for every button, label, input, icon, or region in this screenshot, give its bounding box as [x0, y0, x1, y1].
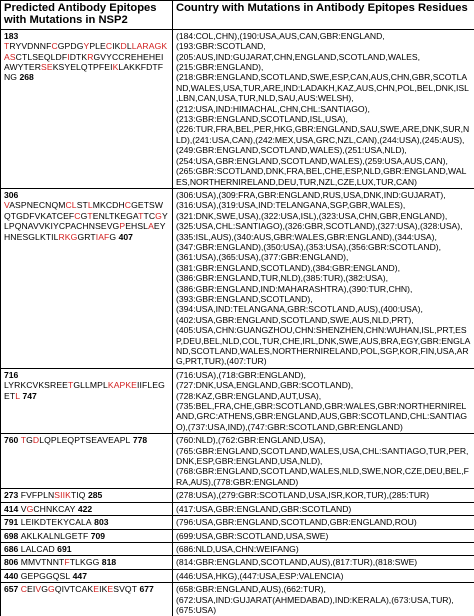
sequence-segment: IIFLEGET: [4, 380, 165, 400]
mutated-residue: C: [74, 211, 80, 221]
epitope-sequence: [21, 490, 86, 500]
sequence-segment: ASPNECNQM: [9, 200, 65, 210]
epitope-start-position: 440: [4, 571, 18, 581]
mutated-residue: T: [138, 211, 143, 221]
countries-cell: (306:USA),(309:FRA,GBR:ENGLAND,RUS,USA,DNK,IND:GUJARAT),(316:USA),(319:USA,IND:TELANGANA,SGP,GBR,WALES),(321:DNK,SWE,USA),(322:USA,ISL),(323:USA,CHN,GBR,ENGLAND),(325:USA,CHL:SANTIAGO),(326:GBR,SCOTLAND),(327:USA),(328:USA),(335:ISL,AUS),(340:AUS,GBR:WALES,GBR:ENGLAND),(344:USA),(347:GBR:ENGLAND),(350:USA),(353:USA),(356:GBR:SCOTLAND),(361:USA),(365:USA),(377:GBR:ENGLAND),(381:GBR:ENGLAND,SCOTLAND),(384:GBR:ENGLAND),(386:GBR:ENGLAND,TUR,NLD),(385:TUR),(382:USA),(386:GBR:ENGLAND,IND:MAHARASHTRA),(390:TUR,CHN),(393:GBR:ENGLAND,SCOTLAND),(394:USA,IND:TELANGANA,GBR:SCOTLAND,AUS),(400:USA),(402:USA,GBR:ENGLAND,SCOTLAND,SWE,AUS,NLD,PRT),(405:USA,CHN:GUANGZHOU,CHN:SHENZHEN,CHN:WUHAN,ISL,PRT,ESP,DEU,BEL,NLD,COL,TUR,CHE,IRL,DNK,SWE,AUS,BRA,EGY,GBR:ENGLAND,SCOTLAND,WALES,NORTHERNIRELAND,POL,SGP,KOR,FIN,USA,ARG,PRT,TUR),(407:TUR): [173, 188, 474, 368]
sequence-segment: G: [109, 232, 116, 242]
epitope-sequence: [21, 517, 92, 527]
epitope-cell: [1, 434, 173, 489]
epitope-start-position: 273: [4, 490, 18, 500]
sequence-segment: AKLKALNLGETF: [21, 531, 89, 541]
countries-cell: (446:USA,HKG),(447:USA,ESP:VALENCIA): [173, 569, 474, 582]
mutated-residue: D: [121, 41, 127, 51]
mutated-residue: L: [15, 391, 20, 401]
mutated-residue: SIIK: [54, 490, 71, 500]
sequence-segment: YCPACHNSEVG: [53, 221, 119, 231]
countries-cell: (417:USA,GBR:ENGLAND,GBR:SCOTLAND): [173, 502, 474, 515]
sequence-segment: LQPLEQPTSEAVEAPL: [39, 435, 130, 445]
sequence-segment: LAKKFDTFNG: [4, 62, 163, 82]
sequence-segment: PLE: [89, 41, 106, 51]
countries-cell: (658:GBR:ENGLAND,AUS),(662:TUR),(672:USA,IND:GUJARAT(AHMEDABAD),IND:KERALA),(673:USA,TUR),(675:USA): [173, 583, 474, 616]
sequence-segment: LYRKCVKSREE: [4, 380, 68, 390]
sequence-segment: L: [127, 41, 132, 51]
sequence-segment: TIQ: [71, 490, 86, 500]
epitope-end-position: 747: [22, 391, 36, 401]
mutated-residue: C: [21, 584, 27, 594]
mutated-residue: A: [148, 221, 154, 231]
epitope-end-position: 447: [73, 571, 87, 581]
table-row: [1, 569, 474, 582]
countries-cell: (760:NLD),(762:GBR:ENGLAND,USA),(765:GBR:ENGLAND,SCOTLAND,WALES,USA,CHL:SANTIAGO,TUR,PER,DNK,ESP,GBR:ENGLAND,USA,NLD),(768:GBR:ENGLAND,SCOTLAND,WALES,NLD,SWE,NOR,CZE,DEU,BEL,FRA,AUS),(778:GBR:ENGLAND): [173, 434, 474, 489]
mutated-residue: IAF: [96, 232, 110, 242]
mutated-residue: E: [93, 584, 99, 594]
table-row: [1, 516, 474, 529]
sequence-segment: GEPGGQSL: [21, 571, 71, 581]
epitope-sequence: [4, 200, 168, 241]
sequence-segment: RYVDNNF: [9, 41, 51, 51]
sequence-segment: GVYCCREHEHEIAWYTER: [4, 52, 163, 72]
epitope-sequence: [21, 435, 131, 445]
epitope-sequence: [21, 544, 55, 554]
table-row: [1, 489, 474, 502]
mutated-residue: R: [87, 52, 93, 62]
countries-cell: (716:USA),(718:GBR:ENGLAND),(727:DNK,USA,ENGLAND,GBR:SCOTLAND),(728:KAZ,GBR:ENGLAND,AUT,USA),(735:BEL,FRA,CHE,GBR:SCOTLAND,GBR:WALES,GBR:NORTHERNIRELAND,GRC:ATHENS,GBR:ENGLAND,AUS,GBR:SCOTLAND,CHL:SANTIAGO),(737:USA,IND),(747:GBR:SCOTLAND,GBR:ENGLAND): [173, 368, 474, 433]
table-row: [1, 529, 474, 542]
mutated-residue: T: [21, 435, 26, 445]
sequence-segment: YLPQNAVVKI: [4, 211, 168, 231]
epitope-sequence: [21, 571, 71, 581]
mutated-residue: K: [113, 62, 119, 72]
countries-cell: (184:COL,CHN),(190:USA,AUS,CAN,GBR:ENGLAND,(193:GBR:SCOTLAND,(205:AUS,IND:GUJARAT,CHN,ENGLAND,SCOTLAND,WALES,(215:GBR:ENGLAND),(218:GBR:ENGLAND,SCOTLAND,SWE,ESP,CAN,AUS,CHN,GBR,SCOTLAND,WALES,USA,TUR,ARE,IND:LADAKH,KAZ,AUS,CHN,POL,BEL,DNK,ISL,LBN,CAN,USA,TUR,NLD,SAU,AUS:WELSH),(212:USA,IND:HIMACHAL,CHN,CHL:SANTIAGO),(213:GBR:ENGLAND,SCOTLAND,ISL,USA),(226:TUR,FRA,BEL,PER,HKG,GBR:ENGLAND,SAU,SWE,ARE,DNK,SUR,NLD),(241:USA,CAN),(242:MEX,USA,GRC,NZL,CAN),(244:USA),(245:AUS),(249:GBR:ENGLAND,SCOTLAND,WALES),(251:USA,NLD),(254:USA,GBR:ENGLAND,SCOTLAND,WALES),(259:USA,AUS,CAN),(265:GBR:SCOTLAND,DNK,FRA,BEL,CHE,ESP,NLD,GBR:ENGLAND,WALES,NORTHERNIRELAND,DEU,TUR,NZL,CZE,LUX,TUR,CAN): [173, 29, 474, 188]
epitope-sequence: [21, 584, 137, 594]
mutated-residue: C: [125, 200, 131, 210]
epitope-start-position: 686: [4, 544, 18, 554]
mutated-residue: KAPKE: [108, 380, 137, 390]
table-row: [1, 188, 474, 368]
epitope-start-position: 806: [4, 557, 18, 567]
sequence-segment: G: [26, 435, 33, 445]
sequence-segment: GPDG: [58, 41, 84, 51]
sequence-segment: KSYELQTPFEI: [53, 62, 113, 72]
mutated-residue: P: [119, 221, 125, 231]
countries-cell: (796:USA,GBR:ENGLAND,SCOTLAND,GBR:ENGLAND,ROU): [173, 516, 474, 529]
epitope-end-position: 285: [88, 490, 102, 500]
mutated-residue: C: [51, 41, 57, 51]
epitope-cell: [1, 516, 173, 529]
sequence-segment: LSEQLDF: [27, 52, 67, 62]
sequence-segment: IK: [99, 584, 107, 594]
sequence-segment: IK: [112, 41, 120, 51]
epitope-cell: [1, 29, 173, 188]
header-countries: Country with Mutations in Antibody Epitopes Residues: [173, 1, 474, 30]
sequence-segment: DTK: [70, 52, 88, 62]
sequence-segment: LEIKDTEKYCALA: [21, 517, 92, 527]
mutated-residue: E: [107, 584, 113, 594]
epitope-start-position: 698: [4, 531, 18, 541]
epitope-start-position: 716: [4, 370, 18, 380]
countries-cell: (814:GBR:ENGLAND,SCOTLAND,AUS),(817:TUR),(818:SWE): [173, 556, 474, 569]
mutated-residue: T: [4, 41, 9, 51]
countries-cell: (278:USA),(279:GBR:SCOTLAND,USA,ISR,KOR,TUR),(285:TUR): [173, 489, 474, 502]
mutated-residue: T: [68, 380, 73, 390]
sequence-segment: V: [21, 504, 27, 514]
mutated-residue: D: [33, 435, 39, 445]
epitope-end-position: 818: [102, 557, 116, 567]
epitope-cell: [1, 502, 173, 515]
epitope-cell: [1, 556, 173, 569]
epitope-cell: [1, 583, 173, 616]
countries-cell: (686:NLD,USA,CHN:WEIFANG): [173, 542, 474, 555]
table-row: [1, 542, 474, 555]
mutated-residue: CL: [66, 200, 77, 210]
mutated-residue: LARAGKAS: [4, 41, 167, 61]
sequence-segment: FVKATCEF: [29, 211, 74, 221]
sequence-segment: GLLMPL: [73, 380, 108, 390]
mutated-residue: I: [67, 52, 70, 62]
sequence-segment: G: [81, 211, 88, 221]
epitope-cell: [1, 542, 173, 555]
sequence-segment: EHSL: [125, 221, 148, 231]
epitope-end-position: 803: [94, 517, 108, 527]
epitope-start-position: 760: [4, 435, 18, 445]
mutated-residue: Y: [83, 41, 89, 51]
epitope-end-position: 677: [139, 584, 153, 594]
sequence-segment: EYHNESGLKTIL: [4, 221, 166, 241]
epitope-cell: [1, 489, 173, 502]
mutated-residue: T: [87, 211, 92, 221]
table-row: [1, 502, 474, 515]
mutated-residue: G: [155, 211, 162, 221]
mutated-residue: C: [106, 41, 112, 51]
epitope-end-position: 691: [57, 544, 71, 554]
sequence-segment: FVFPLN: [21, 490, 55, 500]
countries-cell: (699:USA,GBR:SCOTLAND,USA,SWE): [173, 529, 474, 542]
sequence-segment: SVQT: [113, 584, 137, 594]
epitope-end-position: 268: [19, 72, 33, 82]
sequence-segment: GRT: [77, 232, 95, 242]
sequence-segment: MMVTNNT: [21, 557, 65, 567]
sequence-segment: ENLTKEGA: [93, 211, 138, 221]
table-row: [1, 434, 474, 489]
epitope-end-position: 778: [133, 435, 147, 445]
epitope-cell: [1, 529, 173, 542]
epitope-start-position: 183: [4, 31, 18, 41]
epitope-start-position: 306: [4, 190, 18, 200]
mutated-residue: V: [35, 584, 41, 594]
epitope-cell: [1, 368, 173, 433]
epitope-sequence: [21, 531, 89, 541]
sequence-segment: EI: [27, 584, 35, 594]
sequence-segment: CT: [16, 52, 28, 62]
sequence-segment: GETSWQTGD: [4, 200, 163, 220]
sequence-segment: TC: [143, 211, 155, 221]
epitope-cell: [1, 569, 173, 582]
sequence-segment: QIVTCAK: [55, 584, 93, 594]
epitope-start-position: 657: [4, 584, 18, 594]
sequence-segment: MKCDH: [93, 200, 125, 210]
epitope-sequence: [21, 557, 100, 567]
table-row: [1, 29, 474, 188]
epitope-cell: [1, 188, 173, 368]
table-row: [1, 583, 474, 616]
sequence-segment: G: [41, 584, 48, 594]
mutated-residue: RKG: [59, 232, 78, 242]
sequence-segment: CHNKCAY: [33, 504, 75, 514]
sequence-segment: TLKGG: [70, 557, 100, 567]
sequence-segment: ST: [77, 200, 88, 210]
mutated-residue: F: [64, 557, 69, 567]
epitope-start-position: 791: [4, 517, 18, 527]
table-row: [1, 368, 474, 433]
epitope-start-position: 414: [4, 504, 18, 514]
mutated-residue: G: [48, 584, 55, 594]
header-row: [1, 1, 474, 30]
mutated-residue: V: [4, 200, 9, 210]
mutated-residue: SE: [41, 62, 53, 72]
epitope-sequence: [21, 504, 76, 514]
table-row: [1, 556, 474, 569]
sequence-segment: LALCAD: [21, 544, 55, 554]
epitope-end-position: 709: [91, 531, 105, 541]
mutated-residue: G: [27, 504, 34, 514]
mutated-residue: L: [88, 200, 93, 210]
epitope-end-position: 407: [119, 232, 133, 242]
header-epitopes: Predicted Antibody Epitopes with Mutations in NSP2: [1, 1, 173, 30]
epitope-end-position: 422: [78, 504, 92, 514]
